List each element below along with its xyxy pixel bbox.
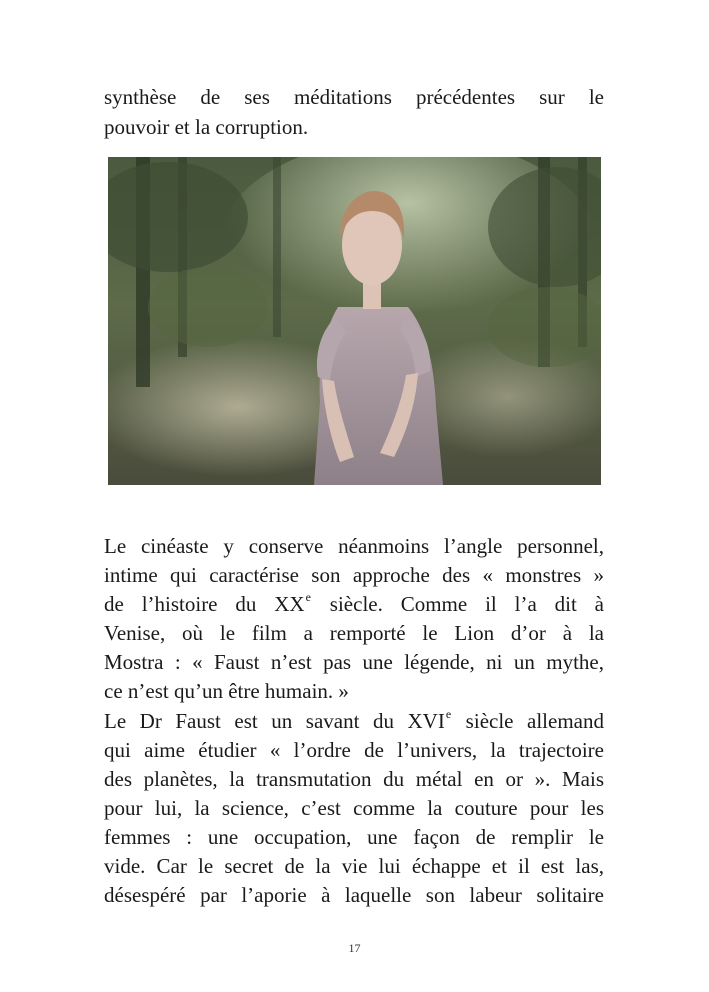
page-number: 17	[348, 941, 361, 955]
text-segment: Le Dr Faust est un savant du XVI	[104, 709, 445, 733]
film-still-photo	[108, 157, 601, 485]
text-line: pour lui, la science, c’est comme la couture pour les	[104, 796, 604, 820]
text-line: synthèse de ses méditations précédentes sur le	[104, 85, 604, 109]
text-line: Mostra : « Faust n’est pas une légende, ni un mythe,	[104, 650, 604, 674]
text-line: vide. Car le secret de la vie lui échappe et il est las,	[104, 854, 604, 878]
ordinal-superscript: e	[445, 707, 452, 721]
text-line	[104, 590, 604, 619]
text-segment: siècle. Comme il l’a dit à	[311, 592, 604, 616]
text-line: femmes : une occupation, une façon de remplir le	[104, 825, 604, 849]
text-line: intime qui caractérise son approche des « monstres »	[104, 563, 604, 587]
text-line: Le cinéaste y conserve néanmoins l’angle personnel,	[104, 534, 604, 558]
text-line: des planètes, la transmutation du métal en or ». Mais	[104, 767, 604, 791]
text-line: Venise, où le film a remporté le Lion d’or à la	[104, 621, 604, 645]
text-segment: de l’histoire du XX	[104, 592, 305, 616]
text-line: ce n’est qu’un être humain. »	[104, 679, 349, 703]
text-segment: siècle allemand	[452, 709, 604, 733]
text-line: pouvoir et la corruption.	[104, 115, 309, 139]
text-line	[104, 707, 604, 736]
text-line: désespéré par l’aporie à laquelle son labeur solitaire	[104, 883, 604, 907]
ordinal-superscript: e	[305, 590, 311, 604]
text-line: qui aime étudier « l’ordre de l’univers, la trajectoire	[104, 738, 604, 762]
forest-portrait-image	[108, 157, 601, 485]
